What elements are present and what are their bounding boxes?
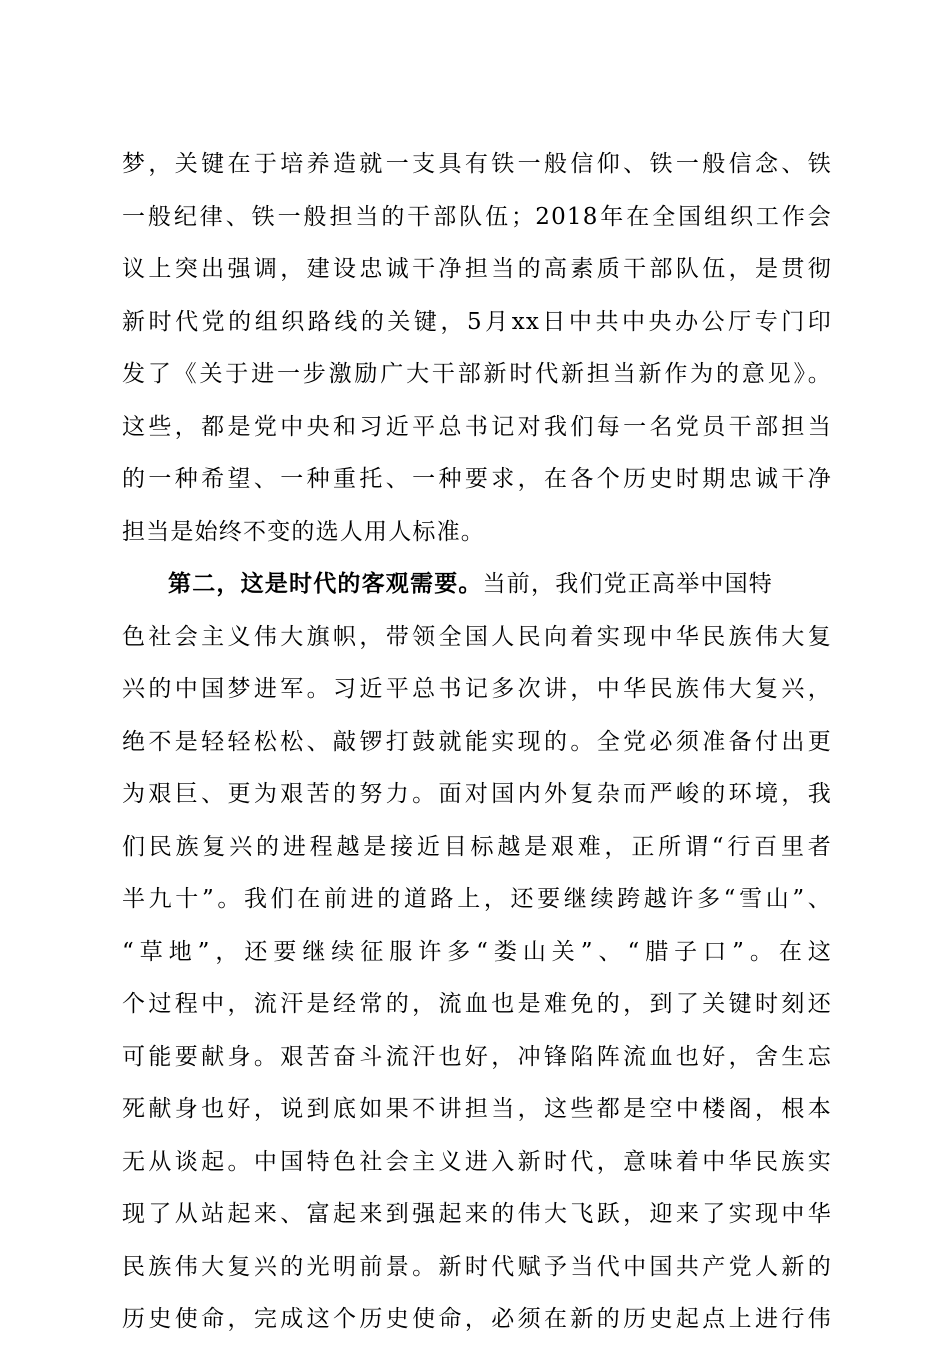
text-line: 历史使命，完成这个历史使命，必须在新的历史起点上进行伟	[122, 1306, 832, 1332]
text-run: 当前，我们党正高举中国特	[482, 571, 774, 597]
text-line: 担当是始终不变的选人用人标准。	[122, 518, 485, 545]
text-line: 个过程中，流汗是经常的，流血也是难免的，到了关键时刻还	[122, 991, 832, 1017]
text-line: 梦，关键在于培养造就一支具有铁一般信仰、铁一般信念、铁	[122, 151, 832, 177]
text-line: 可能要献身。艰苦奋斗流汗也好，冲锋陷阵流血也好，舍生忘	[122, 1043, 832, 1070]
text-line: 绝不是轻轻松松、敲锣打鼓就能实现的。全党必须准备付出更	[122, 728, 832, 755]
text-line: 色社会主义伟大旗帜，带领全国人民向着实现中华民族伟大复	[122, 623, 832, 650]
text-line: 发了《关于进一步激励广大干部新时代新担当新作为的意见》。	[122, 361, 832, 387]
text-line: 半九十”。我们在前进的道路上，还要继续跨越许多“雪山”、	[122, 886, 832, 912]
text-line: 一般纪律、铁一般担当的干部队伍；2018年在全国组织工作会	[122, 203, 832, 230]
text-line: 新时代党的组织路线的关键，5月xx日中共中央办公厅专门印	[122, 308, 832, 335]
text-line: “草地”，还要继续征服许多“娄山关”、“腊子口”。在这	[122, 938, 832, 965]
text-line: 这些，都是党中央和习近平总书记对我们每一名党员干部担当	[122, 413, 832, 440]
paragraph-2	[122, 558, 832, 1346]
document-body	[122, 138, 832, 1346]
text-line: 的一种希望、一种重托、一种要求，在各个历史时期忠诚干净	[122, 466, 832, 492]
text-line: 兴的中国梦进军。习近平总书记多次讲，中华民族伟大复兴，	[122, 676, 832, 702]
text-line: 民族伟大复兴的光明前景。新时代赋予当代中国共产党人新的	[122, 1253, 832, 1280]
text-line: 议上突出强调，建设忠诚干净担当的高素质干部队伍，是贯彻	[122, 256, 832, 282]
paragraph-1	[122, 138, 832, 558]
section-heading: 第二，这是时代的客观需要。	[168, 570, 483, 597]
text-line: 死献身也好，说到底如果不讲担当，这些都是空中楼阁，根本	[122, 1096, 832, 1122]
text-line: 们民族复兴的进程越是接近目标越是艰难，正所谓“行百里者	[122, 833, 832, 860]
text-line: 为艰巨、更为艰苦的努力。面对国内外复杂而严峻的环境，我	[122, 781, 832, 807]
text-line: 现了从站起来、富起来到强起来的伟大飞跃，迎来了实现中华	[122, 1201, 832, 1227]
paragraph-first-line	[122, 558, 832, 611]
text-line: 无从谈起。中国特色社会主义进入新时代，意味着中华民族实	[122, 1148, 832, 1175]
